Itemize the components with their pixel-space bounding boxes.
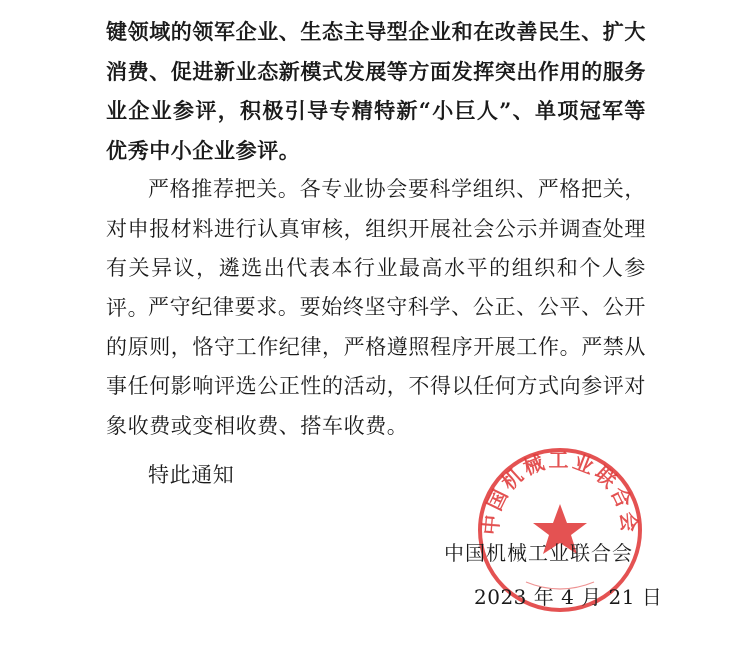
body-paragraph-1: 键领域的领军企业、生态主导型企业和在改善民生、扩大消费、促进新业态新模式发展等方面发挥突出作用的服务业企业参评，积极引导专精特新“小巨人”、单项冠军等优秀中小企业参评。 [106,19,646,163]
signature-date: 2023 年 4 月 21 日 [474,585,663,609]
body-paragraph-2: 严格推荐把关。各专业协会要科学组织、严格把关，对申报材料进行认真审核，组织开展社会公示并调查处理有关异议，遴选出代表本行业最高水平的组织和个人参评。 [106,177,646,320]
body-paragraph-3: 严守纪律要求。要始终坚守科学、公正、公平、公开的原则，恪守工作纪律，严格遵照程序开展工作。严禁从事任何影响评选公正性的活动，不得以任何方式向参评对象收费或变相收费、搭车收费。 [106,295,646,438]
seal-text: 中国机械工业联合会 [478,447,642,536]
closing-notice: 特此通知 [148,463,235,487]
signature-organization: 中国机械工业联合会 [444,541,633,565]
